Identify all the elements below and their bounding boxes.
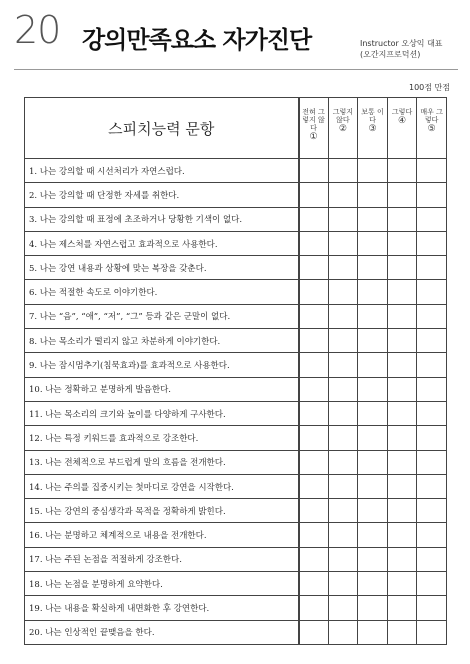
answer-cell[interactable]	[387, 474, 417, 498]
answer-cell[interactable]	[358, 474, 388, 498]
option-label: 매우 그렇다	[420, 108, 443, 124]
answer-cell[interactable]	[328, 450, 358, 474]
page-number: 20	[14, 8, 61, 52]
answer-cell[interactable]	[299, 329, 329, 353]
question-text: 1. 나는 강의할 때 시선처리가 자연스럽다.	[25, 159, 299, 183]
answer-cell[interactable]	[417, 572, 447, 596]
table-row	[25, 474, 447, 498]
answer-cell[interactable]	[328, 207, 358, 231]
question-text: 3. 나는 강의할 때 표정에 초조하거나 당황한 기색이 없다.	[25, 207, 299, 231]
header	[0, 0, 470, 80]
answer-cell[interactable]	[358, 450, 388, 474]
answer-cell[interactable]	[299, 377, 329, 401]
answer-cell[interactable]	[358, 256, 388, 280]
table-row	[25, 547, 447, 571]
score-note: 100점 만점	[409, 83, 450, 92]
question-text: 19. 나는 내용을 확실하게 내면화한 후 강연한다.	[25, 596, 299, 620]
question-text: 7. 나는 “음”, “애”, “저”, “그” 등과 같은 군말이 없다.	[25, 304, 299, 328]
answer-cell[interactable]	[387, 304, 417, 328]
option-label: 그렇다	[391, 108, 413, 116]
question-text: 8. 나는 목소리가 떨리지 않고 차분하게 이야기한다.	[25, 329, 299, 353]
answer-cell[interactable]	[358, 304, 388, 328]
question-text: 2. 나는 강의할 때 단정한 자세를 취한다.	[25, 183, 299, 207]
question-text: 11. 나는 목소리의 크기와 높이를 다양하게 구사한다.	[25, 401, 299, 425]
self-assessment-table	[24, 97, 447, 645]
table-row	[25, 596, 447, 620]
answer-cell[interactable]	[358, 159, 388, 183]
answer-cell[interactable]	[358, 377, 388, 401]
table-row	[25, 377, 447, 401]
answer-cell[interactable]	[358, 401, 388, 425]
answer-cell[interactable]	[328, 256, 358, 280]
answer-cell[interactable]	[358, 547, 388, 571]
answer-cell[interactable]	[328, 329, 358, 353]
table-row	[25, 572, 447, 596]
answer-cell[interactable]	[387, 523, 417, 547]
answer-cell[interactable]	[387, 572, 417, 596]
table-row	[25, 523, 447, 547]
table-row	[25, 499, 447, 523]
option-header-2	[328, 98, 358, 159]
answer-cell[interactable]	[328, 401, 358, 425]
answer-cell[interactable]	[417, 450, 447, 474]
answer-cell[interactable]	[328, 572, 358, 596]
question-text: 13. 나는 전체적으로 부드럽게 말의 흐름을 전개한다.	[25, 450, 299, 474]
table-row	[25, 159, 447, 183]
answer-cell[interactable]	[417, 329, 447, 353]
table-row	[25, 231, 447, 255]
question-text: 17. 나는 주된 논점을 적절하게 강조한다.	[25, 547, 299, 571]
option-mark: ④	[398, 116, 407, 126]
answer-cell[interactable]	[387, 401, 417, 425]
answer-cell[interactable]	[358, 620, 388, 644]
answer-cell[interactable]	[387, 596, 417, 620]
answer-cell[interactable]	[387, 547, 417, 571]
answer-cell[interactable]	[328, 377, 358, 401]
answer-cell[interactable]	[417, 426, 447, 450]
table-row	[25, 450, 447, 474]
answer-cell[interactable]	[387, 207, 417, 231]
question-text: 6. 나는 적절한 속도로 이야기한다.	[25, 280, 299, 304]
answer-cell[interactable]	[387, 377, 417, 401]
table-row	[25, 329, 447, 353]
answer-cell[interactable]	[299, 207, 329, 231]
answer-cell[interactable]	[387, 280, 417, 304]
answer-cell[interactable]	[387, 231, 417, 255]
answer-cell[interactable]	[417, 499, 447, 523]
question-text: 14. 나는 주의를 집중시키는 첫마디로 강연을 시작한다.	[25, 474, 299, 498]
table-row	[25, 401, 447, 425]
instructor-name: Instructor 오상익 대표	[360, 39, 443, 48]
answer-cell[interactable]	[299, 256, 329, 280]
answer-cell[interactable]	[387, 353, 417, 377]
answer-cell[interactable]	[417, 620, 447, 644]
option-mark: ①	[309, 132, 318, 142]
answer-cell[interactable]	[299, 183, 329, 207]
table-header-row	[25, 98, 447, 159]
option-header-4	[387, 98, 417, 159]
answer-cell[interactable]	[299, 280, 329, 304]
answer-cell[interactable]	[387, 329, 417, 353]
answer-cell[interactable]	[358, 426, 388, 450]
option-mark: ②	[338, 124, 347, 134]
answer-cell[interactable]	[358, 353, 388, 377]
question-text: 12. 나는 특정 키워드를 효과적으로 강조한다.	[25, 426, 299, 450]
option-header-5	[417, 98, 447, 159]
question-text: 18. 나는 논점을 분명하게 요약한다.	[25, 572, 299, 596]
answer-cell[interactable]	[358, 499, 388, 523]
answer-cell[interactable]	[417, 377, 447, 401]
answer-cell[interactable]	[299, 620, 329, 644]
question-text: 16. 나는 분명하고 체계적으로 내용을 전개한다.	[25, 523, 299, 547]
answer-cell[interactable]	[299, 426, 329, 450]
option-header-1	[299, 98, 329, 159]
answer-cell[interactable]	[328, 426, 358, 450]
table-row	[25, 353, 447, 377]
answer-cell[interactable]	[417, 159, 447, 183]
answer-cell[interactable]	[387, 426, 417, 450]
answer-cell[interactable]	[358, 280, 388, 304]
table-row	[25, 256, 447, 280]
answer-cell[interactable]	[417, 596, 447, 620]
answer-cell[interactable]	[358, 329, 388, 353]
answer-cell[interactable]	[328, 353, 358, 377]
answer-cell[interactable]	[417, 231, 447, 255]
answer-cell[interactable]	[387, 159, 417, 183]
table-row	[25, 207, 447, 231]
option-mark: ⑤	[427, 124, 436, 134]
answer-cell[interactable]	[387, 499, 417, 523]
question-text: 4. 나는 제스처를 자연스럽고 효과적으로 사용한다.	[25, 231, 299, 255]
table-row	[25, 183, 447, 207]
answer-cell[interactable]	[417, 401, 447, 425]
answer-cell[interactable]	[358, 183, 388, 207]
page-title: 강의만족요소 자가진단	[82, 26, 312, 54]
instructor-credit	[360, 38, 443, 60]
answer-cell[interactable]	[328, 547, 358, 571]
answer-cell[interactable]	[299, 401, 329, 425]
answer-cell[interactable]	[328, 183, 358, 207]
answer-cell[interactable]	[299, 474, 329, 498]
answer-cell[interactable]	[299, 159, 329, 183]
answer-cell[interactable]	[387, 450, 417, 474]
answer-cell[interactable]	[299, 231, 329, 255]
question-text: 5. 나는 강연 내용과 상황에 맞는 복장을 갖춘다.	[25, 256, 299, 280]
answer-cell[interactable]	[299, 450, 329, 474]
answer-cell[interactable]	[417, 304, 447, 328]
answer-cell[interactable]	[299, 523, 329, 547]
answer-cell[interactable]	[417, 547, 447, 571]
question-text: 10. 나는 정확하고 분명하게 발음한다.	[25, 377, 299, 401]
answer-cell[interactable]	[417, 183, 447, 207]
option-label: 그렇지 않다	[332, 108, 354, 124]
table-row	[25, 426, 447, 450]
question-text: 15. 나는 강연의 중심생각과 목적을 정확하게 밝힌다.	[25, 499, 299, 523]
answer-cell[interactable]	[358, 231, 388, 255]
question-text: 9. 나는 잠시멈추기(침묵효과)를 효과적으로 사용한다.	[25, 353, 299, 377]
table-row	[25, 304, 447, 328]
table-row	[25, 280, 447, 304]
table-row	[25, 620, 447, 644]
answer-cell[interactable]	[417, 474, 447, 498]
answer-cell[interactable]	[299, 547, 329, 571]
answer-cell[interactable]	[299, 304, 329, 328]
answer-cell[interactable]	[328, 499, 358, 523]
answer-cell[interactable]	[417, 280, 447, 304]
answer-cell[interactable]	[328, 523, 358, 547]
answer-cell[interactable]	[328, 231, 358, 255]
answer-cell[interactable]	[417, 256, 447, 280]
answer-cell[interactable]	[328, 620, 358, 644]
answer-cell[interactable]	[358, 523, 388, 547]
answer-cell[interactable]	[358, 572, 388, 596]
answer-cell[interactable]	[299, 596, 329, 620]
instructor-company: (오간지프로덕션)	[360, 50, 421, 59]
header-divider	[14, 69, 458, 70]
answer-cell[interactable]	[417, 207, 447, 231]
question-column-header: 스피치능력 문항	[25, 98, 299, 159]
option-label: 전혀 그렇지 않다	[302, 108, 325, 132]
option-label: 보통 이다	[361, 108, 384, 124]
answer-cell[interactable]	[387, 620, 417, 644]
answer-cell[interactable]	[358, 596, 388, 620]
answer-cell[interactable]	[358, 207, 388, 231]
answer-cell[interactable]	[387, 256, 417, 280]
answer-cell[interactable]	[328, 280, 358, 304]
answer-cell[interactable]	[417, 353, 447, 377]
answer-cell[interactable]	[328, 159, 358, 183]
answer-cell[interactable]	[299, 572, 329, 596]
answer-cell[interactable]	[299, 499, 329, 523]
option-mark: ③	[368, 124, 377, 134]
answer-cell[interactable]	[328, 474, 358, 498]
question-text: 20. 나는 인상적인 끝맺음을 한다.	[25, 620, 299, 644]
answer-cell[interactable]	[299, 353, 329, 377]
answer-cell[interactable]	[417, 523, 447, 547]
answer-cell[interactable]	[328, 304, 358, 328]
answer-cell[interactable]	[328, 596, 358, 620]
option-header-3	[358, 98, 388, 159]
answer-cell[interactable]	[387, 183, 417, 207]
